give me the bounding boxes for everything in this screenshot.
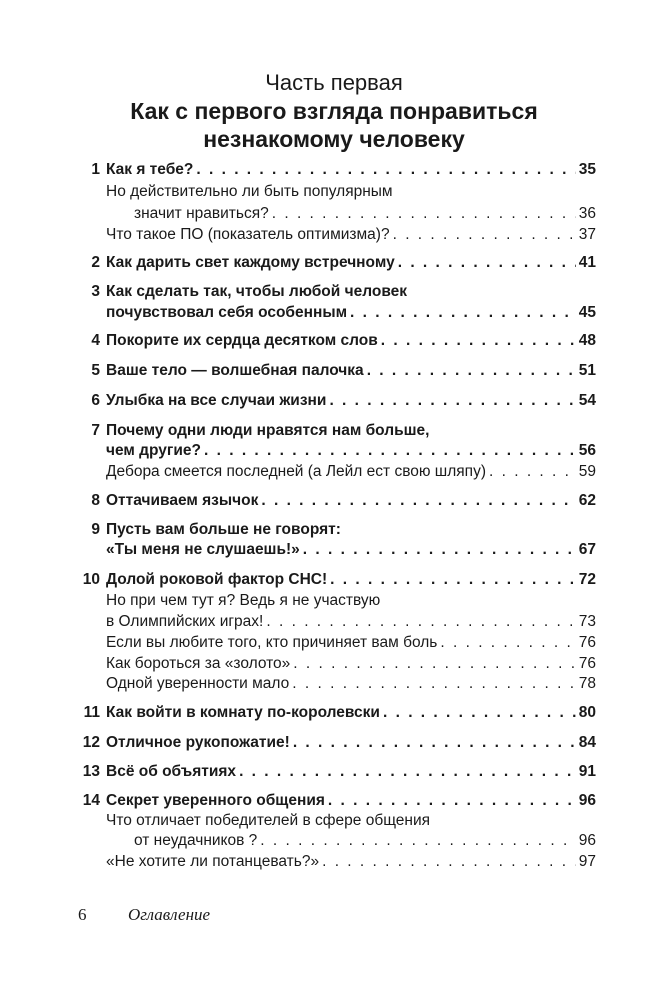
leader-dots <box>398 252 576 274</box>
part-label: Часть первая <box>265 70 403 95</box>
page-number: 51 <box>578 362 596 379</box>
subsection-title: Дебора смеется последней (а Лейл ест свою шляпу) <box>106 463 486 480</box>
chapter-number: 12 <box>82 734 100 751</box>
toc-chapter-2[interactable] <box>78 252 596 274</box>
toc-chapter-12[interactable] <box>78 732 596 754</box>
toc-subsection[interactable] <box>78 673 596 695</box>
subsection-title: значит нравиться? <box>134 205 269 222</box>
toc-chapter-14[interactable] <box>78 790 596 812</box>
leader-dots <box>266 611 575 633</box>
chapter-title: Как войти в комнату по-королевски <box>106 704 380 721</box>
page-number: 59 <box>578 463 596 480</box>
table-of-contents <box>78 0 596 1001</box>
subsection-title: от неудачников ? <box>134 832 258 849</box>
toc-chapter-3[interactable] <box>78 281 596 303</box>
page-number: 76 <box>578 634 596 651</box>
leader-dots <box>322 851 576 873</box>
subsection-title: «Не хотите ли потанцевать?» <box>106 853 320 870</box>
leader-dots <box>239 761 576 783</box>
footer-running-title: Оглавление <box>128 905 211 924</box>
chapter-number: 11 <box>83 704 100 721</box>
subsection-title: Одной уверенности мало <box>106 675 290 692</box>
leader-dots <box>196 159 575 181</box>
chapter-title: Как я тебе? <box>106 161 194 178</box>
leader-dots <box>330 569 576 591</box>
toc-chapter-4[interactable] <box>78 330 596 352</box>
chapter-title: «Ты меня не слушаешь!» <box>106 541 300 558</box>
leader-dots <box>381 330 576 352</box>
subsection-title: Что отличает победителей в сфере общения <box>106 812 431 829</box>
page-number: 84 <box>578 734 596 751</box>
toc-subsection[interactable] <box>78 632 596 654</box>
page-number: 91 <box>578 763 596 780</box>
toc-subsection-cont[interactable] <box>78 611 596 633</box>
page-number: 76 <box>578 655 596 672</box>
toc-subsection[interactable] <box>78 224 596 246</box>
subsection-title: Но при чем тут я? Ведь я не участвую <box>106 592 381 609</box>
chapter-number: 3 <box>91 283 100 300</box>
toc-chapter-6[interactable] <box>78 390 596 412</box>
page-number: 96 <box>578 832 596 849</box>
chapter-title: Ваше тело — волшебная палочка <box>106 362 364 379</box>
page-number: 56 <box>578 442 596 459</box>
page-number: 97 <box>578 853 596 870</box>
leader-dots <box>393 224 576 246</box>
chapter-number: 1 <box>91 161 100 178</box>
toc-chapter-9[interactable] <box>78 519 596 541</box>
toc-chapter-5[interactable] <box>78 360 596 382</box>
chapter-number: 2 <box>91 254 100 271</box>
toc-chapter-7[interactable] <box>78 420 596 442</box>
chapter-number: 4 <box>91 332 100 349</box>
toc-chapter-11[interactable] <box>78 702 596 724</box>
subsection-title: Если вы любите того, кто причиняет вам боль <box>106 634 438 651</box>
page-number: 80 <box>578 704 596 721</box>
toc-subsection-cont[interactable] <box>78 203 596 225</box>
page-number: 41 <box>578 254 596 271</box>
page-number: 37 <box>578 226 596 243</box>
chapter-title: чем другие? <box>106 442 201 459</box>
chapter-title: почувствовал себя особенным <box>106 304 348 321</box>
part-title-line-1: Как с первого взгляда понравиться <box>130 98 538 124</box>
leader-dots <box>293 732 576 754</box>
chapter-number: 7 <box>91 422 100 439</box>
chapter-title: Долой роковой фактор СНС! <box>106 571 328 588</box>
part-title-line-2: незнакомому человеку <box>203 126 465 152</box>
toc-subsection-cont[interactable] <box>78 830 596 852</box>
toc-chapter-9-cont[interactable] <box>78 539 596 561</box>
leader-dots <box>261 490 575 512</box>
toc-chapter-1[interactable] <box>78 159 596 181</box>
chapter-number: 13 <box>82 763 100 780</box>
toc-chapter-7-cont[interactable] <box>78 440 596 462</box>
page-number: 73 <box>578 613 596 630</box>
page-number: 54 <box>578 392 596 409</box>
page-number: 35 <box>578 161 596 178</box>
leader-dots <box>489 461 576 483</box>
leader-dots <box>350 302 576 324</box>
chapter-title: Как дарить свет каждому встречному <box>106 254 395 271</box>
toc-chapter-8[interactable] <box>78 490 596 512</box>
leader-dots <box>303 539 576 561</box>
leader-dots <box>293 653 575 675</box>
chapter-title: Почему одни люди нравятся нам больше, <box>106 422 430 439</box>
chapter-number: 8 <box>91 492 100 509</box>
leader-dots <box>440 632 575 654</box>
leader-dots <box>204 440 576 462</box>
chapter-number: 10 <box>82 571 100 588</box>
page-number: 45 <box>578 304 596 321</box>
leader-dots <box>383 702 576 724</box>
page-number: 36 <box>578 205 596 222</box>
toc-subsection[interactable] <box>78 810 596 832</box>
chapter-title: Пусть вам больше не говорят: <box>106 521 341 538</box>
leader-dots <box>328 790 576 812</box>
chapter-number: 6 <box>91 392 100 409</box>
chapter-number: 14 <box>82 792 100 809</box>
toc-subsection[interactable] <box>78 653 596 675</box>
leader-dots <box>367 360 576 382</box>
chapter-title: Отличное рукопожатие! <box>106 734 290 751</box>
chapter-title: Оттачиваем язычок <box>106 492 259 509</box>
toc-subsection[interactable] <box>78 181 596 203</box>
leader-dots <box>329 390 575 412</box>
chapter-title: Как сделать так, чтобы любой человек <box>106 283 408 300</box>
page-number: 72 <box>578 571 596 588</box>
toc-subsection[interactable] <box>78 461 596 483</box>
page-number: 67 <box>578 541 596 558</box>
toc-chapter-13[interactable] <box>78 761 596 783</box>
footer-page-number: 6 <box>78 905 87 924</box>
subsection-title: Но действительно ли быть популярным <box>106 183 393 200</box>
page-number: 78 <box>578 675 596 692</box>
leader-dots <box>272 203 576 225</box>
subsection-title: в Олимпийских играх! <box>106 613 264 630</box>
page-number: 48 <box>578 332 596 349</box>
subsection-title: Что такое ПО (показатель оптимизма)? <box>106 226 390 243</box>
toc-chapter-10[interactable] <box>78 569 596 591</box>
chapter-title: Покорите их сердца десятком слов <box>106 332 378 349</box>
chapter-title: Секрет уверенного общения <box>106 792 325 809</box>
chapter-title: Всё об объятиях <box>106 763 237 780</box>
page-number: 62 <box>578 492 596 509</box>
toc-subsection[interactable] <box>78 590 596 612</box>
chapter-number: 5 <box>91 362 100 379</box>
toc-subsection[interactable] <box>78 851 596 873</box>
chapter-number: 9 <box>91 521 100 538</box>
subsection-title: Как бороться за «золото» <box>106 655 291 672</box>
chapter-title: Улыбка на все случаи жизни <box>106 392 327 409</box>
toc-chapter-3-cont[interactable] <box>78 302 596 324</box>
leader-dots <box>260 830 575 852</box>
page-number: 96 <box>578 792 596 809</box>
leader-dots <box>292 673 576 695</box>
